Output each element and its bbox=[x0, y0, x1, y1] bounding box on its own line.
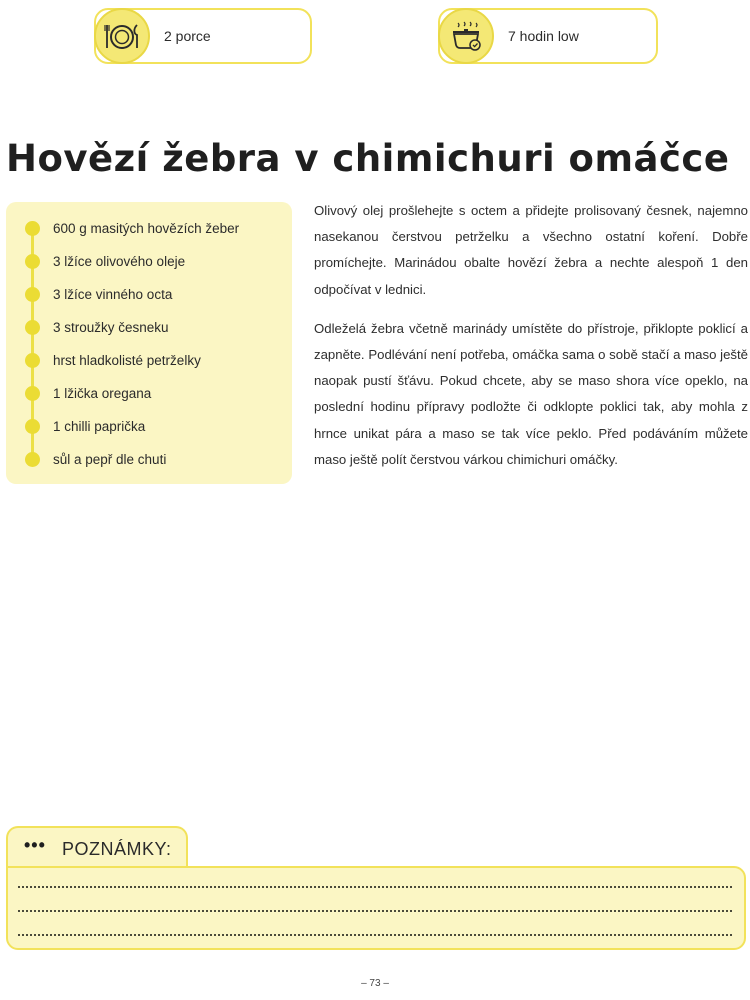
notes-line bbox=[18, 934, 732, 936]
ingredient-item: sůl a pepř dle chuti bbox=[6, 443, 292, 476]
cooking-time-badge bbox=[438, 8, 658, 64]
ingredient-item: 1 lžička oregana bbox=[6, 377, 292, 410]
ingredient-item: 3 lžíce vinného octa bbox=[6, 278, 292, 311]
bullet-icon bbox=[25, 287, 40, 302]
plate-cutlery-icon bbox=[94, 8, 150, 64]
notes-label: POZNÁMKY: bbox=[62, 839, 172, 859]
notes-line bbox=[18, 886, 732, 888]
ingredients-panel bbox=[6, 202, 292, 484]
notes-header bbox=[6, 826, 188, 870]
ingredient-item: hrst hladkolisté petrželky bbox=[6, 344, 292, 377]
cooking-time-label: 7 hodin low bbox=[508, 28, 579, 44]
notes-line bbox=[18, 910, 732, 912]
bullet-icon bbox=[25, 386, 40, 401]
portions-badge bbox=[94, 8, 312, 64]
notes-area bbox=[6, 866, 746, 950]
bullet-icon bbox=[25, 419, 40, 434]
method-paragraph: Odleželá žebra včetně marinády umístěte do přístroje, přiklopte poklicí a zapněte. Podlévání není potřeba, omáčka sama o sobě stačí a maso ještě naopak pustí šťávu. Pokud chcete, aby se maso shora více opeklo, na poslední hodinu přípravy podložte či odklopte poklici tak, aby mohla z hrnce unikat pára a maso se tak více peklo. Před podáváním můžete maso ještě polít čerstvou várkou chimichuri omáčky. bbox=[314, 320, 748, 467]
page-number: – 73 – bbox=[361, 978, 389, 989]
method-text bbox=[314, 198, 748, 486]
method-paragraph: Olivový olej prošlehejte s octem a přidejte prolisovaný česnek, najemno nasekanou čerstvou petrželku a všechno ostatní koření. Dobře promíchejte. Marinádou obalte hovězí žebra a nechte alespoň 1 den odpočívat v lednici. bbox=[314, 203, 748, 297]
dots-icon: ••• bbox=[24, 835, 46, 855]
ingredient-item: 1 chilli paprička bbox=[6, 410, 292, 443]
recipe-title: Hovězí žebra v chimichuri omáčce bbox=[6, 136, 730, 180]
bullet-icon bbox=[25, 320, 40, 335]
bullet-icon bbox=[25, 221, 40, 236]
ingredient-item: 3 lžíce olivového oleje bbox=[6, 245, 292, 278]
ingredient-item: 600 g masitých hovězích žeber bbox=[6, 212, 292, 245]
bullet-icon bbox=[25, 353, 40, 368]
slow-cooker-icon bbox=[438, 8, 494, 64]
portions-label: 2 porce bbox=[164, 28, 211, 44]
bullet-icon bbox=[25, 254, 40, 269]
bullet-icon bbox=[25, 452, 40, 467]
ingredient-item: 3 stroužky česneku bbox=[6, 311, 292, 344]
